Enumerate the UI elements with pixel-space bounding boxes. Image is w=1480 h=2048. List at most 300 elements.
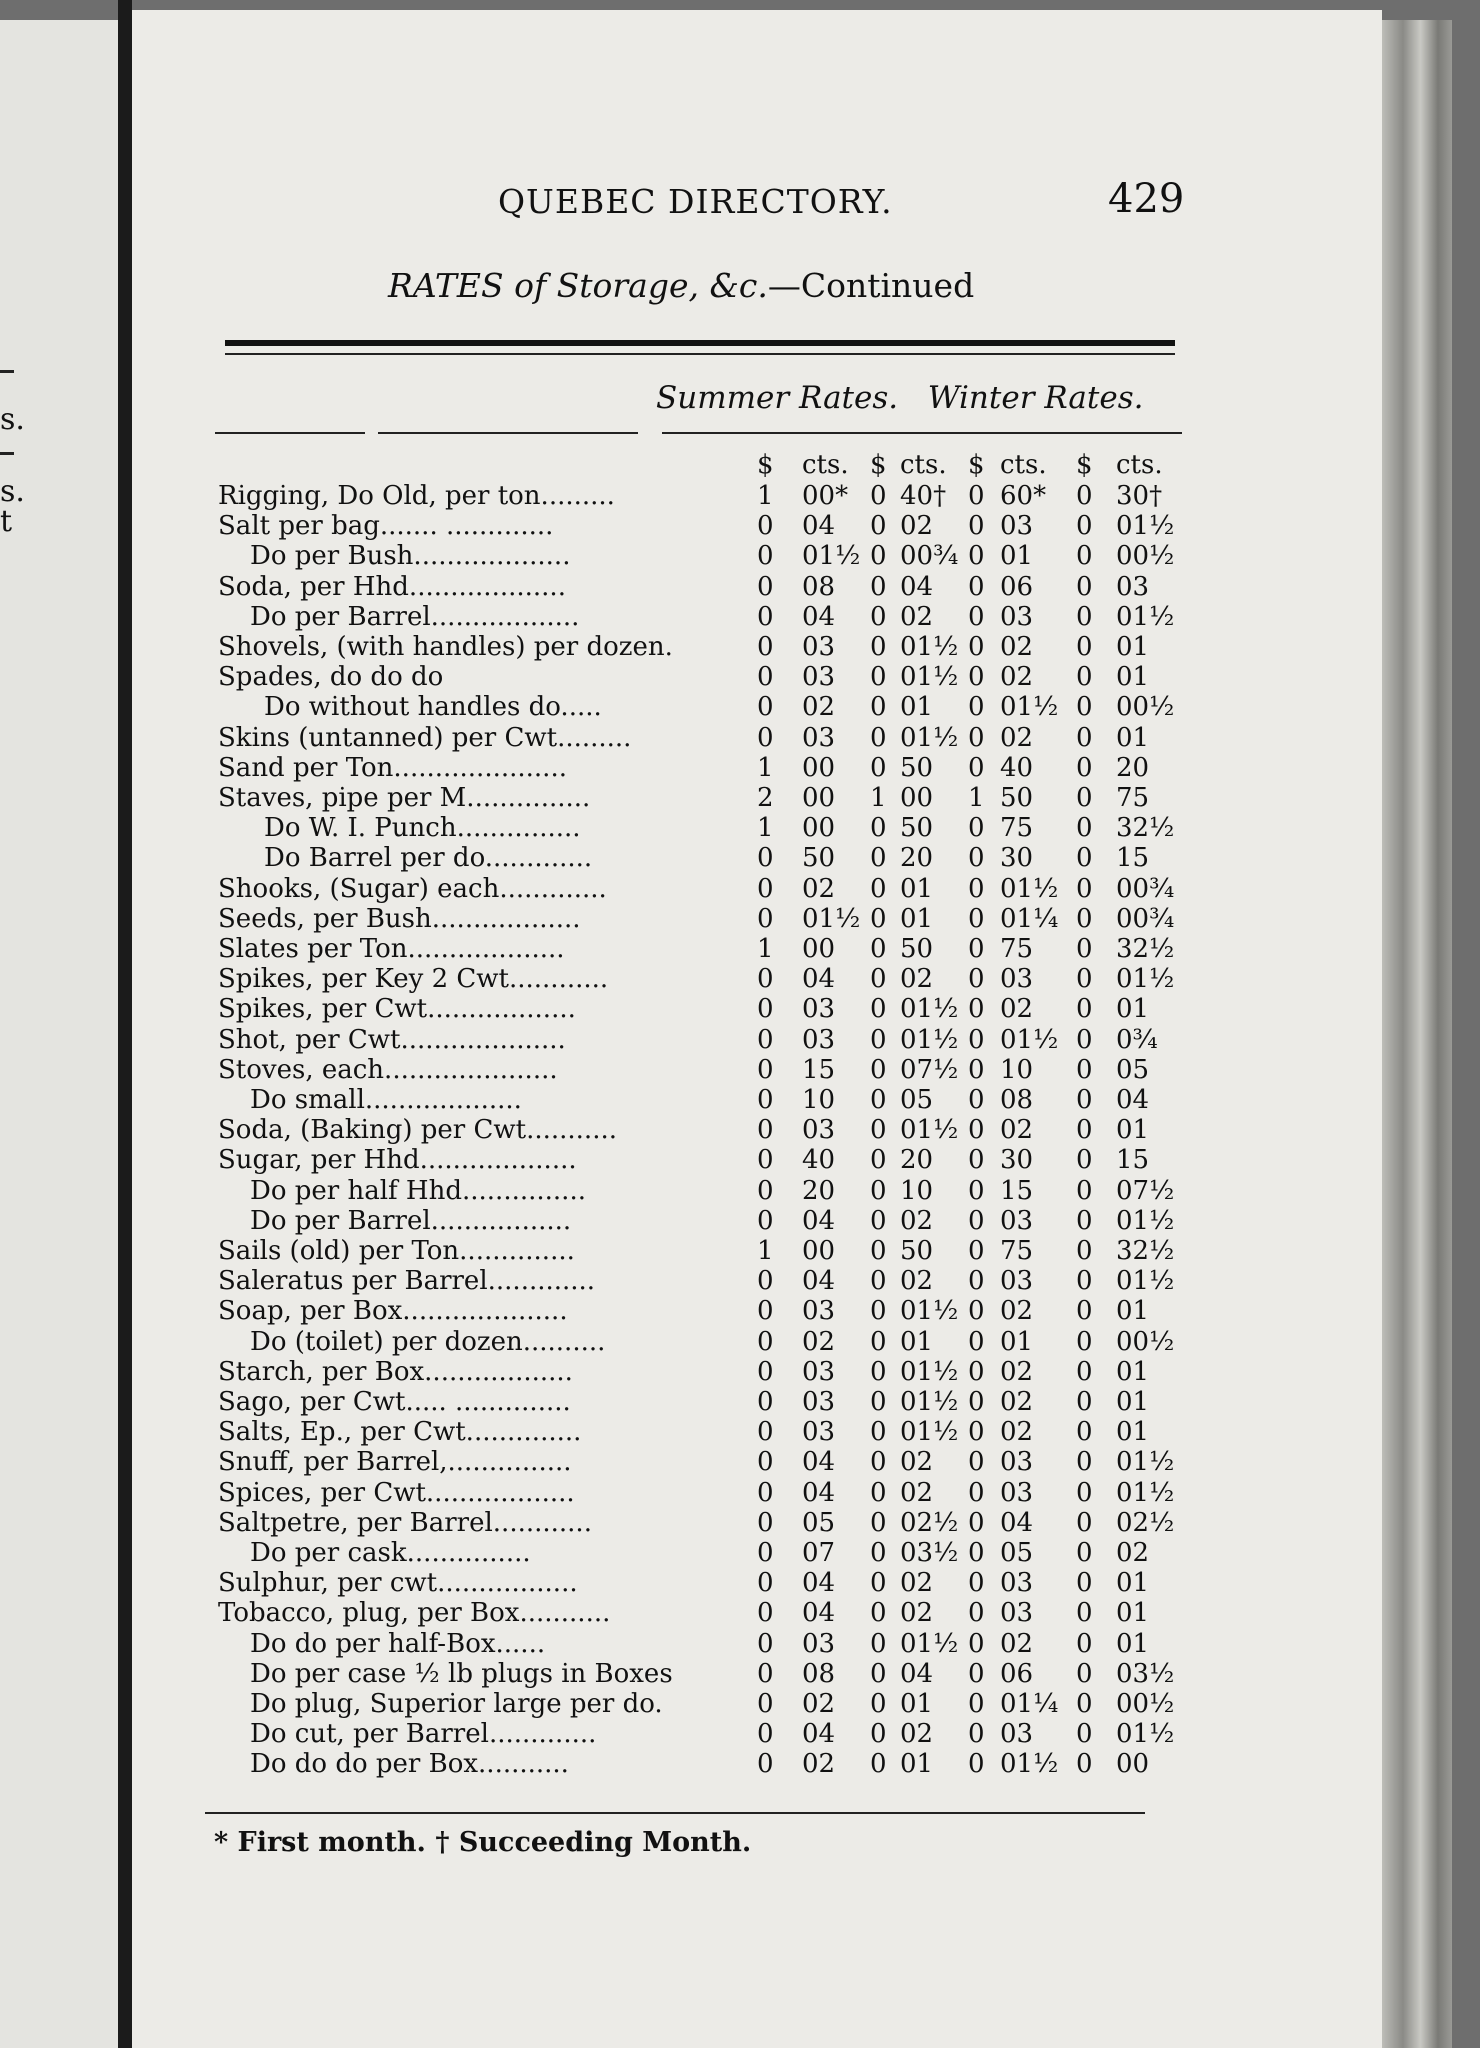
cents-value: 02 xyxy=(1000,1296,1034,1327)
dollar-value: 0 xyxy=(757,1115,774,1146)
cents-value: 02 xyxy=(1000,1115,1034,1146)
dollar-value: 0 xyxy=(1076,1326,1093,1357)
cents-value: 01½ xyxy=(900,1356,959,1387)
column-rule xyxy=(662,432,1182,434)
dollar-value: 0 xyxy=(1076,1598,1093,1629)
dollar-value: 0 xyxy=(757,1447,774,1478)
dollar-value: 0 xyxy=(968,1054,985,1085)
cents-value: 01½ xyxy=(1000,1024,1059,1055)
dollar-value: 1 xyxy=(757,481,774,511)
dollar-value: 1 xyxy=(968,783,985,813)
cents-value: 00½ xyxy=(1116,541,1175,572)
dollar-value: 2 xyxy=(757,783,774,813)
dollar-value: 0 xyxy=(968,934,985,964)
dollar-value: 0 xyxy=(870,1417,887,1448)
dollar-value: 0 xyxy=(1076,813,1093,844)
dollar-value: 0 xyxy=(757,1658,774,1689)
cents-value: 01¼ xyxy=(1000,1689,1059,1719)
cents-value: 04 xyxy=(802,601,836,632)
dollar-value: 0 xyxy=(757,722,774,753)
commodity-label: Do small................... xyxy=(250,1085,522,1115)
cents-value: 03 xyxy=(802,994,836,1025)
dollar-value: 0 xyxy=(968,903,985,934)
commodity-label: Staves, pipe per M............... xyxy=(218,783,591,813)
cents-value: 01 xyxy=(1000,1326,1034,1357)
dollar-value: 0 xyxy=(968,1628,985,1659)
cents-value: 01½ xyxy=(1116,1477,1175,1508)
dollar-value: 0 xyxy=(1076,1175,1093,1206)
commodity-label: Tobacco, plug, per Box........... xyxy=(218,1598,611,1629)
commodity-label: Do per case ½ lb plugs in Boxes xyxy=(250,1658,673,1689)
cents-value: 30 xyxy=(1000,843,1034,874)
cents-value: 02½ xyxy=(900,1507,959,1538)
dollar-value: 0 xyxy=(968,601,985,632)
dollar-value: 0 xyxy=(1076,964,1093,995)
dollar-value: 0 xyxy=(1076,662,1093,693)
cents-value: 02 xyxy=(802,1689,836,1719)
dollar-value: 0 xyxy=(1076,1447,1093,1478)
dollar-value: 0 xyxy=(968,1266,985,1297)
commodity-label: Shot, per Cwt.................... xyxy=(218,1024,566,1055)
winter-rates-label: Winter Rates. xyxy=(927,380,1144,416)
cents-value: 01 xyxy=(1000,541,1034,572)
cents-value: 00 xyxy=(1116,1749,1150,1780)
dollar-value: 0 xyxy=(968,1296,985,1327)
dollar-value: 0 xyxy=(870,1507,887,1538)
cents-value: 03 xyxy=(802,1296,836,1327)
cents-value: 05 xyxy=(900,1085,934,1115)
cents-value: 15 xyxy=(802,1054,836,1085)
cents-value: 07 xyxy=(802,1538,836,1568)
cents-value: 02 xyxy=(1000,1628,1034,1659)
dollar-value: 0 xyxy=(1076,722,1093,753)
dollar-value: 0 xyxy=(1076,1749,1093,1780)
dollar-value: 0 xyxy=(757,1145,774,1176)
dollar-value: 0 xyxy=(870,481,887,511)
cents-value: 03 xyxy=(1000,1719,1034,1750)
dollar-value: 0 xyxy=(1076,541,1093,572)
cents-value: 02 xyxy=(900,1719,934,1750)
dollar-value: 0 xyxy=(968,813,985,844)
dollar-value: 0 xyxy=(757,601,774,632)
cents-value: 00 xyxy=(802,752,836,783)
dollar-value: 0 xyxy=(1076,934,1093,964)
cents-value: 01½ xyxy=(802,903,861,934)
cents-value: 01 xyxy=(900,873,934,904)
commodity-label: Soda, per Hhd................... xyxy=(218,571,566,602)
cents-value: 01¼ xyxy=(1000,903,1059,934)
dollar-value: 0 xyxy=(757,1024,774,1055)
previous-page-text: s. xyxy=(0,402,25,437)
cents-value: 50 xyxy=(900,934,934,964)
cents-value: 00 xyxy=(802,1236,836,1266)
dollar-value: 0 xyxy=(870,813,887,844)
cents-value: 08 xyxy=(802,1658,836,1689)
cents-value: 08 xyxy=(802,571,836,602)
commodity-label: Do plug, Superior large per do. xyxy=(250,1689,663,1719)
cents-value: 03 xyxy=(802,1356,836,1387)
cents-value: 01 xyxy=(1116,1417,1150,1448)
cents-value: 00* xyxy=(802,481,849,511)
dollar-value: 0 xyxy=(1076,1719,1093,1750)
cents-value: 03 xyxy=(802,722,836,753)
cents-value: 02 xyxy=(900,964,934,995)
cents-value: 00 xyxy=(802,934,836,964)
cents-value: 03 xyxy=(1000,1568,1034,1599)
commodity-label: Spices, per Cwt.................. xyxy=(218,1477,575,1508)
running-header: QUEBEC DIRECTORY. xyxy=(498,182,893,221)
cents-value: 01 xyxy=(900,692,934,723)
cents-value: 01 xyxy=(1116,632,1150,662)
commodity-label: Do do per half-Box...... xyxy=(250,1628,546,1659)
cents-value: 03 xyxy=(802,1024,836,1055)
cents-value: 05 xyxy=(1116,1054,1150,1085)
commodity-label: Stoves, each..................... xyxy=(218,1054,558,1085)
cents-value: 01½ xyxy=(1000,873,1059,904)
dollar-value: 0 xyxy=(968,1024,985,1055)
dollar-value: 0 xyxy=(1076,1296,1093,1327)
cents-value: 03 xyxy=(1000,1598,1034,1629)
dollar-value: 0 xyxy=(757,843,774,874)
dollar-value: 0 xyxy=(968,1356,985,1387)
commodity-label: Soda, (Baking) per Cwt........... xyxy=(218,1115,617,1146)
dollar-value: 0 xyxy=(968,1568,985,1599)
cents-value: 00½ xyxy=(1116,1326,1175,1357)
dollar-value: 0 xyxy=(757,571,774,602)
cents-value: 02 xyxy=(802,692,836,723)
subtitle-rates: RATES xyxy=(388,266,504,305)
cents-value: 01 xyxy=(900,1689,934,1719)
cents-value: 01½ xyxy=(900,1628,959,1659)
cents-value: 10 xyxy=(900,1175,934,1206)
page-number: 429 xyxy=(1108,176,1185,222)
cents-value: 03 xyxy=(1000,511,1034,542)
cents-value: 00 xyxy=(802,813,836,844)
commodity-label: Skins (untanned) per Cwt......... xyxy=(218,722,632,753)
dollar-value: 0 xyxy=(870,1749,887,1780)
cents-value: 02 xyxy=(1116,1538,1150,1568)
dollar-value: 0 xyxy=(968,511,985,542)
cents-value: 01 xyxy=(900,1749,934,1780)
cents-value: 20 xyxy=(900,843,934,874)
dollar-value: 0 xyxy=(870,692,887,723)
cents-value: 03 xyxy=(802,632,836,662)
dollar-value: 0 xyxy=(870,843,887,874)
dollar-column-header: $ xyxy=(968,450,985,480)
cents-value: 02 xyxy=(802,873,836,904)
dollar-value: 0 xyxy=(870,1719,887,1750)
dollar-value: 0 xyxy=(757,1628,774,1659)
cents-value: 01½ xyxy=(1116,1719,1175,1750)
dollar-value: 0 xyxy=(757,1538,774,1568)
cents-value: 01½ xyxy=(1116,511,1175,542)
commodity-label: Do cut, per Barrel............. xyxy=(250,1719,597,1750)
commodity-label: Seeds, per Bush.................. xyxy=(218,903,581,934)
commodity-label: Do W. I. Punch............... xyxy=(264,813,581,844)
cents-value: 02 xyxy=(900,511,934,542)
dollar-value: 0 xyxy=(870,1145,887,1176)
dollar-value: 0 xyxy=(968,1417,985,1448)
cents-value: 02½ xyxy=(1116,1507,1175,1538)
cents-value: 02 xyxy=(900,1568,934,1599)
dollar-value: 0 xyxy=(870,662,887,693)
dollar-value: 0 xyxy=(757,1326,774,1357)
cents-value: 04 xyxy=(802,1719,836,1750)
cents-value: 02 xyxy=(900,601,934,632)
dollar-value: 0 xyxy=(757,903,774,934)
cents-value: 01 xyxy=(1116,662,1150,693)
cents-column-header: cts. xyxy=(802,450,849,480)
cents-value: 04 xyxy=(802,1266,836,1297)
cents-value: 01½ xyxy=(900,1417,959,1448)
dollar-value: 0 xyxy=(1076,1507,1093,1538)
cents-value: 15 xyxy=(1116,843,1150,874)
cents-value: 02 xyxy=(900,1266,934,1297)
dollar-value: 0 xyxy=(1076,1266,1093,1297)
commodity-label: Spikes, per Cwt.................. xyxy=(218,994,576,1025)
dollar-value: 0 xyxy=(1076,752,1093,783)
dollar-value: 1 xyxy=(757,1236,774,1266)
cents-value: 01 xyxy=(900,1326,934,1357)
dollar-value: 0 xyxy=(870,541,887,572)
cents-value: 00½ xyxy=(1116,692,1175,723)
commodity-label: Spades, do do do xyxy=(218,662,444,693)
dollar-value: 0 xyxy=(870,1658,887,1689)
cents-value: 00¾ xyxy=(1116,903,1175,934)
header-rule-thick xyxy=(225,340,1175,346)
dollar-value: 0 xyxy=(968,1447,985,1478)
dollar-value: 0 xyxy=(1076,1628,1093,1659)
dollar-value: 0 xyxy=(968,1538,985,1568)
dollar-value: 0 xyxy=(1076,1538,1093,1568)
cents-value: 10 xyxy=(1000,1054,1034,1085)
dollar-value: 0 xyxy=(968,1236,985,1266)
cents-value: 50 xyxy=(802,843,836,874)
commodity-label: Salts, Ep., per Cwt.............. xyxy=(218,1417,582,1448)
dollar-value: 0 xyxy=(870,1085,887,1115)
dollar-value: 0 xyxy=(1076,1689,1093,1719)
cents-value: 04 xyxy=(1116,1085,1150,1115)
commodity-label: Sulphur, per cwt................. xyxy=(218,1568,578,1599)
dollar-value: 0 xyxy=(757,632,774,662)
cents-value: 03½ xyxy=(1116,1658,1175,1689)
subtitle-storage: of Storage, &c. xyxy=(514,266,768,305)
cents-value: 02 xyxy=(1000,662,1034,693)
commodity-label: Do do do per Box........... xyxy=(250,1749,569,1780)
cents-value: 04 xyxy=(900,571,934,602)
cents-value: 02 xyxy=(1000,722,1034,753)
cents-value: 50 xyxy=(900,1236,934,1266)
dollar-value: 0 xyxy=(968,1175,985,1206)
dollar-value: 0 xyxy=(870,601,887,632)
cents-value: 02 xyxy=(802,1749,836,1780)
cents-value: 30 xyxy=(1000,1145,1034,1176)
cents-value: 40 xyxy=(802,1145,836,1176)
commodity-label: Shovels, (with handles) per dozen. xyxy=(218,632,673,662)
cents-value: 01½ xyxy=(900,1296,959,1327)
dollar-value: 0 xyxy=(870,1689,887,1719)
dollar-value: 1 xyxy=(757,934,774,964)
commodity-label: Do without handles do..... xyxy=(264,692,602,723)
cents-value: 01 xyxy=(1116,1387,1150,1417)
dollar-value: 0 xyxy=(870,1115,887,1146)
dollar-value: 0 xyxy=(968,1387,985,1417)
commodity-label: Do (toilet) per dozen.......... xyxy=(250,1326,606,1357)
commodity-label: Saltpetre, per Barrel............ xyxy=(218,1507,592,1538)
cents-value: 03 xyxy=(1000,964,1034,995)
cents-value: 01½ xyxy=(900,632,959,662)
section-subtitle xyxy=(388,266,974,305)
dollar-value: 0 xyxy=(1076,1145,1093,1176)
dollar-value: 0 xyxy=(1076,1568,1093,1599)
dollar-value: 0 xyxy=(870,511,887,542)
commodity-label: Salt per bag....... ............. xyxy=(218,511,554,542)
dollar-value: 0 xyxy=(968,1749,985,1780)
cents-value: 01½ xyxy=(1116,1266,1175,1297)
cents-value: 01½ xyxy=(900,1115,959,1146)
cents-value: 02 xyxy=(1000,994,1034,1025)
cents-value: 04 xyxy=(802,511,836,542)
dollar-value: 0 xyxy=(968,1689,985,1719)
dollar-value: 0 xyxy=(870,1387,887,1417)
cents-value: 01½ xyxy=(1116,601,1175,632)
dollar-value: 0 xyxy=(757,1175,774,1206)
cents-value: 04 xyxy=(802,1568,836,1599)
dollar-value: 0 xyxy=(1076,692,1093,723)
cents-column-header: cts. xyxy=(1000,450,1047,480)
dollar-value: 0 xyxy=(757,1054,774,1085)
cents-value: 01 xyxy=(1116,1296,1150,1327)
cents-value: 03 xyxy=(1000,1477,1034,1508)
dollar-value: 0 xyxy=(968,1507,985,1538)
cents-value: 50 xyxy=(1000,783,1034,813)
cents-value: 01 xyxy=(1116,1568,1150,1599)
commodity-label: Sails (old) per Ton.............. xyxy=(218,1236,575,1266)
dollar-value: 0 xyxy=(757,1719,774,1750)
cents-value: 01½ xyxy=(1116,1205,1175,1236)
cents-value: 01 xyxy=(1116,1356,1150,1387)
cents-value: 20 xyxy=(802,1175,836,1206)
cents-value: 01½ xyxy=(900,1024,959,1055)
cents-value: 02 xyxy=(802,1326,836,1357)
dollar-value: 0 xyxy=(870,632,887,662)
dollar-value: 0 xyxy=(870,1326,887,1357)
cents-value: 00¾ xyxy=(900,541,959,572)
cents-value: 02 xyxy=(900,1477,934,1508)
commodity-label: Slates per Ton................... xyxy=(218,934,565,964)
dollar-value: 0 xyxy=(757,1507,774,1538)
cents-value: 01 xyxy=(1116,722,1150,753)
dollar-value: 0 xyxy=(968,843,985,874)
dollar-value: 0 xyxy=(1076,783,1093,813)
dollar-value: 0 xyxy=(1076,632,1093,662)
dollar-value: 0 xyxy=(1076,994,1093,1025)
cents-value: 03 xyxy=(802,1387,836,1417)
dollar-value: 1 xyxy=(757,813,774,844)
dollar-value: 1 xyxy=(870,783,887,813)
cents-value: 01½ xyxy=(1000,1749,1059,1780)
dollar-value: 0 xyxy=(757,1387,774,1417)
previous-page-text: t xyxy=(0,504,13,539)
cents-value: 04 xyxy=(802,1477,836,1508)
dollar-value: 0 xyxy=(757,692,774,723)
dollar-value: 1 xyxy=(757,752,774,783)
page-stack-edge xyxy=(1382,20,1452,2048)
cents-value: 01 xyxy=(900,903,934,934)
dollar-value: 0 xyxy=(1076,1658,1093,1689)
cents-column-header: cts. xyxy=(1116,450,1163,480)
commodity-label: Soap, per Box.................... xyxy=(218,1296,568,1327)
dollar-value: 0 xyxy=(757,1749,774,1780)
dollar-value: 0 xyxy=(870,571,887,602)
cents-value: 01½ xyxy=(900,662,959,693)
dollar-value: 0 xyxy=(870,964,887,995)
dollar-value: 0 xyxy=(1076,873,1093,904)
subtitle-continued: —Continued xyxy=(767,266,975,305)
dollar-value: 0 xyxy=(757,1296,774,1327)
dollar-value: 0 xyxy=(968,1598,985,1629)
dollar-value: 0 xyxy=(1076,1477,1093,1508)
dollar-value: 0 xyxy=(1076,481,1093,511)
commodity-label: Do Barrel per do............. xyxy=(264,843,593,874)
dollar-value: 0 xyxy=(757,1205,774,1236)
dollar-value: 0 xyxy=(968,1719,985,1750)
column-rule xyxy=(215,432,365,434)
dollar-value: 0 xyxy=(968,994,985,1025)
cents-value: 02 xyxy=(1000,1387,1034,1417)
cents-value: 75 xyxy=(1000,813,1034,844)
dollar-value: 0 xyxy=(1076,1205,1093,1236)
dollar-value: 0 xyxy=(757,541,774,572)
cents-value: 03 xyxy=(1116,571,1150,602)
dollar-value: 0 xyxy=(968,632,985,662)
cents-value: 75 xyxy=(1000,934,1034,964)
cents-value: 03 xyxy=(802,1115,836,1146)
dollar-value: 0 xyxy=(968,1205,985,1236)
cents-value: 06 xyxy=(1000,571,1034,602)
cents-value: 50 xyxy=(900,813,934,844)
dollar-value: 0 xyxy=(870,873,887,904)
cents-value: 02 xyxy=(1000,1417,1034,1448)
cents-value: 10 xyxy=(802,1085,836,1115)
cents-value: 03 xyxy=(1000,601,1034,632)
dollar-value: 0 xyxy=(1076,903,1093,934)
cents-value: 01½ xyxy=(1000,692,1059,723)
dollar-value: 0 xyxy=(968,571,985,602)
cents-value: 32½ xyxy=(1116,813,1175,844)
dollar-column-header: $ xyxy=(870,450,887,480)
cents-value: 0¾ xyxy=(1116,1024,1158,1055)
dollar-value: 0 xyxy=(1076,511,1093,542)
cents-value: 02 xyxy=(1000,632,1034,662)
cents-value: 02 xyxy=(1000,1356,1034,1387)
commodity-label: Snuff, per Barrel,............... xyxy=(218,1447,572,1478)
dollar-value: 0 xyxy=(1076,1387,1093,1417)
dollar-value: 0 xyxy=(757,1417,774,1448)
commodity-label: Do per Barrel.................. xyxy=(250,601,580,632)
dollar-value: 0 xyxy=(870,1447,887,1478)
dollar-value: 0 xyxy=(968,873,985,904)
cents-value: 02 xyxy=(900,1447,934,1478)
dollar-value: 0 xyxy=(968,662,985,693)
cents-value: 08 xyxy=(1000,1085,1034,1115)
cents-value: 02 xyxy=(900,1205,934,1236)
cents-value: 75 xyxy=(1000,1236,1034,1266)
dollar-value: 0 xyxy=(968,1658,985,1689)
commodity-label: Do per half Hhd............... xyxy=(250,1175,586,1206)
cents-value: 01 xyxy=(1116,1115,1150,1146)
dollar-value: 0 xyxy=(1076,1236,1093,1266)
